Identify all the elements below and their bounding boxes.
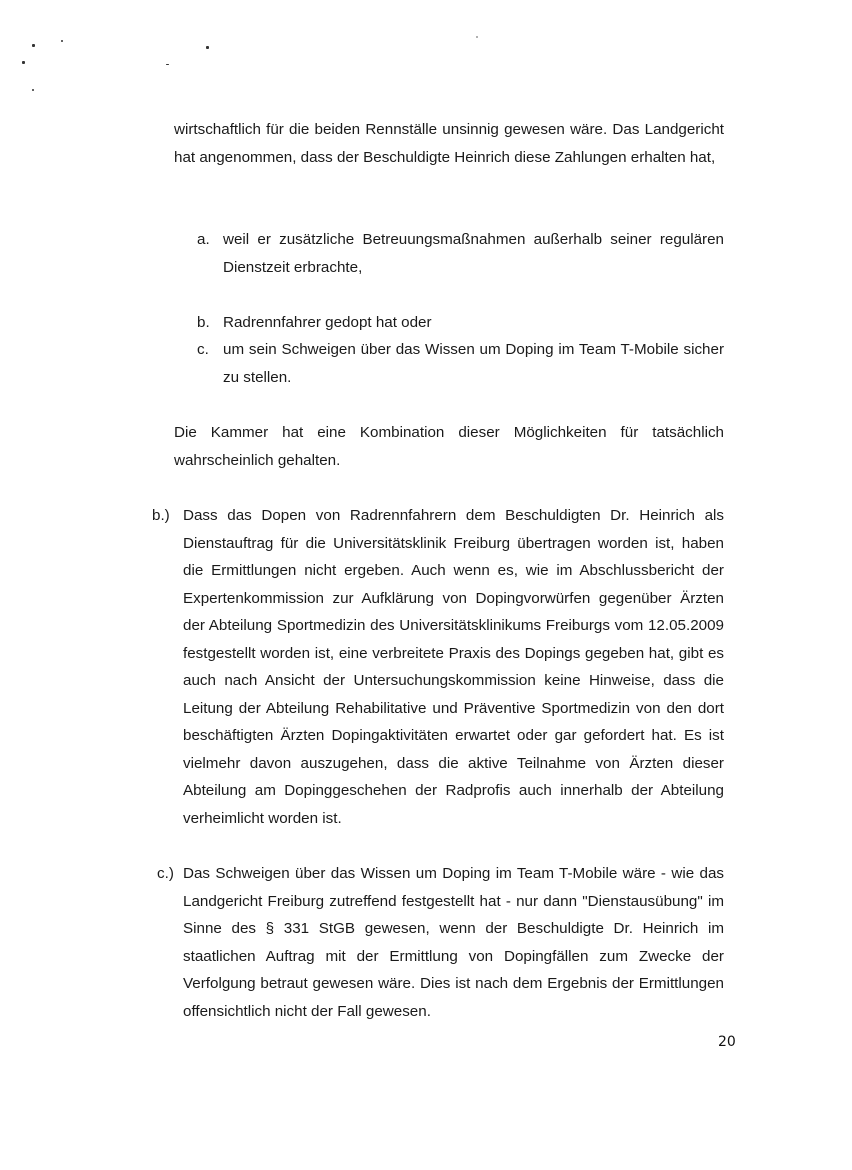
section-c — [157, 860, 724, 1025]
list-item — [197, 309, 724, 337]
list-text: um sein Schweigen über das Wissen um Doping im Team T-Mobile sicher zu stellen. — [223, 341, 724, 386]
scan-artifact — [32, 44, 35, 47]
scan-artifact — [61, 40, 63, 42]
scan-artifact — [476, 36, 478, 38]
page-number: 20 — [718, 1034, 736, 1050]
list-marker: b. — [197, 314, 210, 331]
list-item — [197, 336, 724, 391]
list-text: Radrennfahrer gedopt hat oder — [223, 314, 432, 331]
section-text: Das Schweigen über das Wissen um Doping im Team T-Mobile wäre - wie das Landgericht Freiburg zutreffend festgestellt hat - nur dann "Dienstausübung" im Sinne des § 331 StGB gewesen, wenn der Beschuldigte Dr. Heinrich im staatlichen Auftrag mit der Ermittlung von Dopingfällen zum Zwecke der Verfolgung betraut gewesen wäre. Dies ist nach dem Ergebnis der Ermittlungen offensichtlich nicht der Fall gewesen. — [183, 865, 724, 1020]
list-marker: c. — [197, 341, 209, 358]
list-text: weil er zusätzliche Betreuungsmaßnahmen außerhalb seiner regulären Dienstzeit erbrachte, — [223, 231, 724, 276]
scan-artifact — [22, 61, 25, 64]
section-marker: b.) — [152, 507, 170, 524]
scan-artifact — [166, 64, 169, 65]
list-item — [197, 226, 724, 281]
scan-artifact — [32, 89, 34, 91]
section-b — [152, 502, 724, 832]
intro-paragraph: wirtschaftlich für die beiden Rennställe unsinnig gewesen wäre. Das Landgericht hat angenommen, dass der Beschuldigte Heinrich diese Zahlungen erhalten hat, — [174, 121, 724, 166]
section-marker: c.) — [157, 865, 174, 882]
section-text: Dass das Dopen von Radrennfahrern dem Beschuldigten Dr. Heinrich als Dienstauftrag für die Universitätsklinik Freiburg übertragen worden ist, haben die Ermittlungen nicht ergeben. Auch wenn es, wie im Abschlussbericht der Expertenkommission zur Aufklärung von Dopingvorwürfen gegenüber Ärzten der Abteilung Sportmedizin des Universitätsklinikums Freiburgs vom 12.05.2009 festgestellt worden ist, eine verbreitete Praxis des Dopings gegeben hat, gibt es auch nach Ansicht der Untersuchungskommission keine Hinweise, dass die Leitung der Abteilung Rehabilitative und Präventive Sportmedizin von den dort beschäftigten Ärzten Dopingaktivitäten erwartet oder gar gefordert hat. Es ist vielmehr davon auszugehen, dass die aktive Teilnahme von Ärzten dieser Abteilung am Dopinggeschehen der Radprofis auch innerhalb der Abteilung verheimlicht worden ist. — [183, 507, 724, 827]
scan-artifact — [206, 46, 209, 49]
list-marker: a. — [197, 231, 210, 248]
chamber-paragraph: Die Kammer hat eine Kombination dieser Möglichkeiten für tatsächlich wahrscheinlich gehalten. — [174, 424, 724, 469]
